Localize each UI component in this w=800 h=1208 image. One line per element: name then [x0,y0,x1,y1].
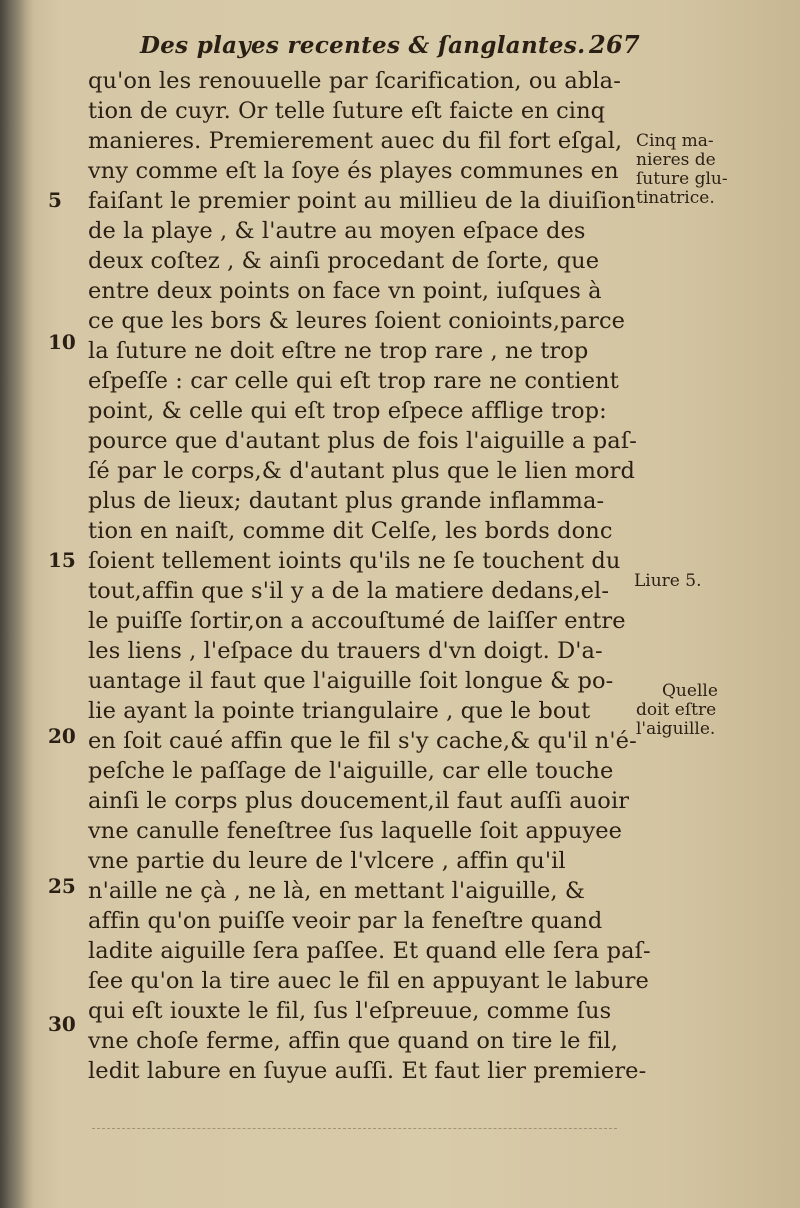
marginal-note-line: Cinq ma- [636,131,714,151]
text-line: ſé par le corps,& d'autant plus que le lien mord [88,458,636,484]
line-number: 25 [48,874,76,898]
text-line: qui eſt iouxte le fil, ſus l'eſpreuue, comme ſus [88,998,612,1024]
text-line: manieres. Premierement auec du fil fort eſgal, [88,128,623,154]
text-line: uantage il faut que l'aiguille ſoit longue & po- [88,668,614,694]
binding-gutter [0,0,34,1208]
marginal-note-line: Liure 5. [634,571,702,591]
text-line: la ſuture ne doit eſtre ne trop rare , ne trop [88,338,589,364]
text-line: ce que les bors & leures ſoient conioints,parce [88,308,626,334]
marginal-note [636,132,728,208]
text-line: eſpeſſe : car celle qui eſt trop rare ne contient [88,368,619,394]
running-header [140,30,640,66]
page-number: 267 [589,30,640,59]
text-line: ſee qu'on la tire auec le fil en appuyant le labure [88,968,649,994]
marginal-note-line: ſuture glu- [636,169,728,189]
text-line: tion en naiſt, comme dit Celſe, les bords donc [88,518,613,544]
text-line: le puiſſe ſortir,on a accouſtumé de laiſſer entre [88,608,626,634]
text-line: point, & celle qui eſt trop eſpece afflige trop: [88,398,607,424]
text-line: ladite aiguille ſera paſſee. Et quand elle ſera paſ- [88,938,651,964]
bottom-rule [92,1128,617,1130]
marginal-note-line: Quelle [662,681,718,701]
text-line: ledit labure en ſuyue auſſi. Et faut lier premiere- [88,1058,647,1084]
text-line: faiſant le premier point au millieu de la diuiſion [88,188,636,214]
line-number: 20 [48,724,76,748]
marginal-note-line: doit eſtre [636,700,717,720]
text-line: lie ayant la pointe triangulaire , que le bout [88,698,591,724]
text-line: les liens , l'eſpace du trauers d'vn doigt. D'a- [88,638,603,664]
text-line: tout,affin que s'il y a de la matiere dedans,el- [88,578,610,604]
line-number: 15 [48,548,76,572]
line-number: 10 [48,330,76,354]
text-line: deux coſtez , & ainſi procedant de ſorte, que [88,248,600,274]
text-line: en ſoit caué affin que le fil s'y cache,& qu'il n'é- [88,728,637,754]
text-line: ainſi le corps plus doucement,il faut auſſi auoir [88,788,630,814]
marginal-note-line: tinatrice. [636,188,715,208]
marginal-note [636,682,718,739]
text-line: de la playe , & l'autre au moyen eſpace des [88,218,586,244]
text-line: qu'on les renouuelle par ſcarification, ou abla- [88,68,621,94]
text-line: entre deux points on face vn point, iuſques à [88,278,602,304]
text-line: vny comme eſt la ſoye és playes communes en [88,158,619,184]
marginal-note-line: l'aiguille. [636,719,716,739]
line-number: 30 [48,1012,76,1036]
running-title: Des playes recentes & ſanglantes. [140,32,586,59]
text-line: ſoient tellement ioints qu'ils ne ſe touchent du [88,548,621,574]
text-line: n'aille ne çà , ne là, en mettant l'aiguille, & [88,878,586,904]
marginal-note-line: nieres de [636,150,716,170]
line-number: 5 [48,188,62,212]
text-line: plus de lieux; dautant plus grande inflamma- [88,488,605,514]
text-line: vne partie du leure de l'vlcere , affin qu'il [88,848,566,874]
text-line: tion de cuyr. Or telle ſuture eſt faicte en cinq [88,98,606,124]
text-line: vne canulle feneſtree ſus laquelle ſoit appuyee [88,818,623,844]
text-line: affin qu'on puiſſe veoir par la feneſtre quand [88,908,603,934]
text-line: vne choſe ferme, affin que quand on tire le fil, [88,1028,619,1054]
text-line: peſche le paſſage de l'aiguille, car elle touche [88,758,614,784]
marginal-note [634,572,702,591]
text-line: pource que d'autant plus de fois l'aiguille a paſ- [88,428,637,454]
